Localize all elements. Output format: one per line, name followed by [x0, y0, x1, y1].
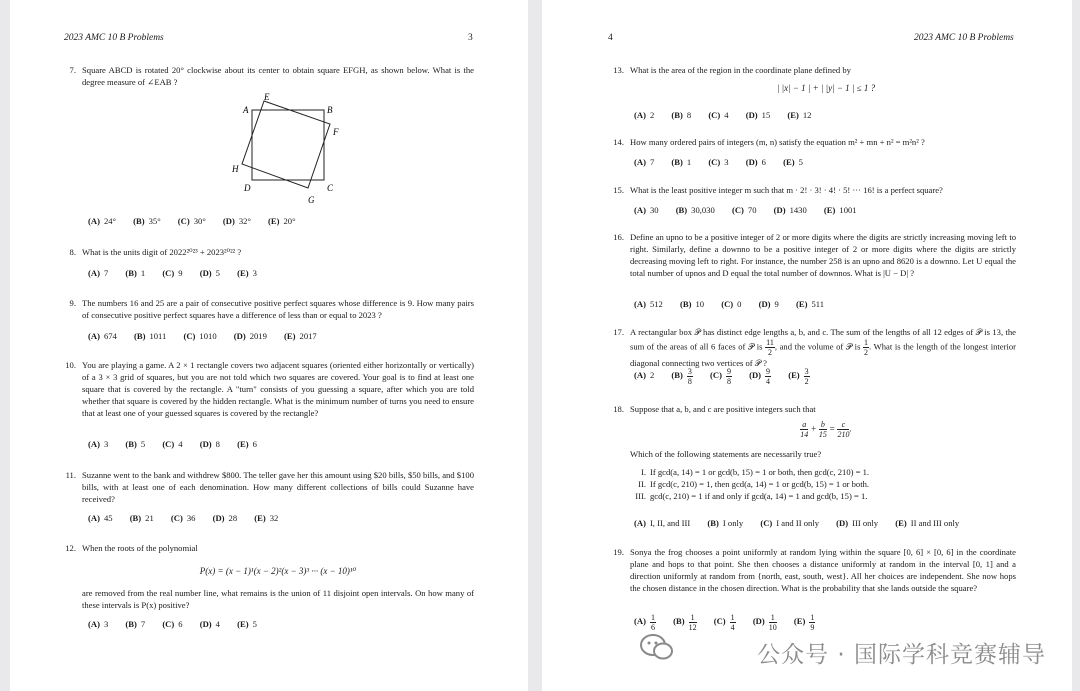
- choice: (A) 7: [88, 268, 109, 278]
- question-13: [606, 64, 1016, 76]
- choices-q14: [634, 157, 818, 167]
- choice: (C) 6: [162, 619, 183, 629]
- choice: (A) 7: [634, 157, 655, 167]
- choice: (D) 28: [212, 513, 238, 523]
- choice: (C) 0: [721, 299, 742, 309]
- polynomial-formula: P(x) = (x − 1)¹(x − 2)²(x − 3)³ ··· (x − 10)¹⁰: [199, 566, 357, 576]
- question-14: [606, 136, 1016, 148]
- choice: (A) 2: [634, 370, 655, 381]
- statement-1: I. If gcd(a, 14) = 1 or gcd(b, 15) = 1 or both, then gcd(c, 210) = 1.: [640, 467, 870, 477]
- choice: (A) 3: [88, 439, 109, 449]
- right-page: [542, 0, 1072, 691]
- question-text: Which of the following statements are necessarily true?: [630, 449, 822, 459]
- square-rotation-figure: [220, 92, 350, 208]
- question-text: How many ordered pairs of integers (m, n) satisfy the equation m² + mn + n² = m²n² ?: [630, 137, 925, 147]
- fraction-faces: $\frac{11}{2}$: [766, 338, 774, 357]
- question-text: Suzanne went to the bank and withdrew $800. The teller gave her this amount using $20 bills, $50 bills, and $100 bills, with at least one of each denomination. How many different collections of bills could Suzanne have received?: [82, 470, 474, 504]
- choice: (D) 9: [758, 299, 779, 309]
- question-18-continued: [606, 448, 1016, 460]
- choices-q7: [88, 216, 311, 226]
- square-efgh: [242, 101, 330, 188]
- left-header-title: 2023 AMC 10 B Problems: [64, 33, 164, 43]
- label-h: H: [232, 164, 239, 174]
- choices-q11: [88, 513, 293, 523]
- choice: (E) 5: [783, 157, 803, 167]
- choices-q17: [634, 367, 825, 386]
- choice: (B) 1: [125, 268, 146, 278]
- choice: (D) 5: [199, 268, 220, 278]
- question-number: 13.: [613, 65, 624, 75]
- choice: (C) 9: [162, 268, 183, 278]
- choices-q19: [634, 613, 830, 632]
- choice: (E) $\frac{1}{9}$: [793, 613, 815, 632]
- question-text: You are playing a game. A 2 × 1 rectangle covers two adjacent squares (oriented either horizontally or vertically) of a 3 × 3 grid of squares, but you are not told which two squares are covered. Your goal is to find at least one square that is covered by the rectangle. A "turn" consists of you guessing a square, after which you are told whether that square is covered by the hidden rectangle. What is the minimum number of turns you need to ensure that at least one of your guessed squares is covered by the rectangle?: [82, 360, 474, 418]
- choice: (E) 6: [237, 439, 257, 449]
- choice: (B) 21: [129, 513, 154, 523]
- choice: (E) 5: [237, 619, 257, 629]
- statement-2: II. If gcd(c, 210) = 1, then gcd(a, 14) = 1 or gcd(b, 15) = 1 or both.: [638, 479, 870, 489]
- label-b: B: [327, 105, 333, 115]
- question-number: 15.: [613, 185, 624, 195]
- choice: (B) $\frac{3}{8}$: [671, 367, 692, 386]
- fraction-volume: $\frac{1}{2}$: [864, 338, 869, 357]
- choice: (B) $\frac{1}{12}$: [673, 613, 697, 632]
- choice: (D) 1430: [773, 205, 807, 215]
- choice: (E) 511: [795, 299, 825, 309]
- label-g: G: [308, 195, 315, 205]
- choice: (A) 512: [634, 299, 663, 309]
- question-number: 10.: [65, 360, 76, 370]
- choice: (D) 8: [199, 439, 220, 449]
- choice: (E) 1001: [823, 205, 857, 215]
- choice: (B) I only: [707, 518, 744, 528]
- choice: (A) 30: [634, 205, 659, 215]
- choice: (B) 1011: [133, 331, 167, 341]
- choices-q10: [88, 439, 272, 449]
- choice: (B) 10: [679, 299, 705, 309]
- question-text: What is the area of the region in the coordinate plane defined by: [630, 65, 851, 75]
- question-19: [606, 546, 1016, 594]
- question-18: [606, 403, 1016, 415]
- choice: (C) 30°: [177, 216, 206, 226]
- label-f: F: [333, 127, 339, 137]
- choice: (B) 1: [671, 157, 692, 167]
- choice: (E) 32: [254, 513, 279, 523]
- question-text: Square ABCD is rotated 20° clockwise about its center to obtain square EFGH, as shown below. What is the degree measure of ∠EAB ?: [82, 65, 474, 87]
- choice: (B) 30,030: [675, 205, 715, 215]
- question-number: 18.: [613, 404, 624, 414]
- choice: (A) I, II, and III: [634, 518, 691, 528]
- choice: (C) $\frac{9}{8}$: [710, 367, 731, 386]
- choice: (C) 1010: [183, 331, 217, 341]
- question-text: What is the units digit of 2022²⁰²³ + 2023²⁰²² ?: [82, 247, 242, 257]
- choice: (E) 12: [787, 110, 812, 120]
- choice: (C) 70: [731, 205, 757, 215]
- choice: (D) 2019: [233, 331, 267, 341]
- choices-q8: [88, 268, 272, 278]
- question-15: [606, 184, 1016, 196]
- question-12-continued: [58, 587, 474, 611]
- choices-q9: [88, 331, 332, 341]
- choice: (A) $\frac{1}{6}$: [634, 613, 655, 632]
- choice: (E) 2017: [284, 331, 317, 341]
- choices-q16: [634, 299, 839, 309]
- choice: (D) 15: [745, 110, 771, 120]
- question-text: What is the least positive integer m such that m · 2! · 3! · 4! · 5! ··· 16! is a perfect square?: [630, 185, 943, 195]
- right-page-number: 4: [608, 33, 613, 43]
- choice: (E) II and III only: [895, 518, 960, 528]
- wechat-icon: [640, 633, 674, 661]
- question-number: 14.: [613, 137, 624, 147]
- label-c: C: [327, 183, 334, 193]
- choice: (B) 35°: [133, 216, 161, 226]
- left-page: [10, 0, 528, 691]
- region-formula: | |x| − 1 | + | |y| − 1 | ≤ 1 ?: [776, 83, 876, 93]
- statement-list: [630, 466, 1030, 502]
- label-d: D: [244, 183, 251, 193]
- choice: (A) 674: [88, 331, 117, 341]
- choice: (A) 24°: [88, 216, 116, 226]
- label-a: A: [243, 105, 249, 115]
- question-16: [606, 231, 1016, 279]
- question-number: 19.: [613, 547, 624, 557]
- choice: (B) 7: [125, 619, 146, 629]
- choices-q18: [634, 518, 974, 528]
- question-10: [58, 359, 474, 419]
- question-text: are removed from the real number line, what remains is the union of 11 disjoint open intervals. On how many of these intervals is P(x) positive?: [82, 588, 474, 610]
- square-abcd: [252, 110, 324, 180]
- question-number: 11.: [65, 470, 76, 480]
- choice: (B) 8: [671, 110, 692, 120]
- choice: (A) 2: [634, 110, 655, 120]
- choice: (C) 3: [708, 157, 729, 167]
- statement-3: III. gcd(c, 210) = 1 if and only if gcd(a, 14) = 1 and gcd(b, 15) = 1.: [635, 491, 868, 501]
- question-number: 8.: [69, 247, 76, 257]
- choices-q15: [634, 205, 872, 215]
- question-text: Suppose that a, b, and c are positive integers such that: [630, 404, 816, 414]
- question-number: 16.: [613, 232, 624, 242]
- question-number: 12.: [65, 543, 76, 553]
- question-number: 9.: [69, 298, 76, 308]
- question-8: [58, 246, 474, 258]
- question-number: 7.: [69, 65, 76, 75]
- choice: (D) 4: [199, 619, 220, 629]
- question-17: [606, 326, 1016, 369]
- right-header-title: 2023 AMC 10 B Problems: [914, 33, 1014, 43]
- question-text: Sonya the frog chooses a point uniformly at random lying within the square [0, 6] × [0, 6] in the coordinate plane and hops to that point. She then chooses a distance uniformly at random in the interval [0, 1] and a direction uniformly at random from {north, east, south, west}. All her choices are independent. She now hops the chosen distance in the chosen direction. What is the probability that she lands outside the square?: [630, 547, 1016, 593]
- choice: (D) $\frac{9}{4}$: [749, 367, 771, 386]
- question-text: A rectangular box 𝒫 has distinct edge lengths a, b, and c. The sum of the lengths of all 12 edges of 𝒫 is 13, the sum of the areas of all 6 faces of 𝒫 is $\frac{11}{2}$ , and the volume of 𝒫 is $\frac{1}{2}$ . What is the length of the longest interior diagonal connecting two vertices of 𝒫 ?: [630, 327, 1017, 368]
- question-7: [58, 64, 474, 88]
- choices-q13: [634, 110, 826, 120]
- choice: (D) 32°: [222, 216, 251, 226]
- question-number: 17.: [613, 327, 624, 337]
- question-11: [58, 469, 474, 505]
- choice: (A) 3: [88, 619, 109, 629]
- choice: (C) I and II only: [760, 518, 819, 528]
- question-9: [58, 297, 474, 321]
- gcd-equation: $\frac{a}{14}$ + $\frac{b}{15}$ = $\frac{c}{210}$ .: [800, 420, 852, 439]
- choice: (E) 20°: [268, 216, 296, 226]
- left-page-number: 3: [468, 33, 473, 43]
- choice: (C) 4: [708, 110, 729, 120]
- choice: (C) 36: [170, 513, 196, 523]
- choice: (E) 3: [237, 268, 257, 278]
- choices-q12: [88, 619, 272, 629]
- choice: (B) 5: [125, 439, 146, 449]
- choice: (D) III only: [836, 518, 879, 528]
- question-text: Define an upno to be a positive integer of 2 or more digits where the digits are strictly increasing moving left to right. Similarly, define a downno to be a positive integer of 2 or more digits where the digits are strictly decreasing moving left to right. For instance, the number 258 is an upno and 8620 is a downno. Let U equal the total number of upnos and D equal the total number of downnos. What is |U − D| ?: [630, 232, 1016, 278]
- choice: (A) 45: [88, 513, 113, 523]
- watermark-text: 公众号 · 国际学科竞赛辅导: [757, 642, 1046, 668]
- question-12: [58, 542, 474, 554]
- question-text: When the roots of the polynomial: [82, 543, 198, 553]
- choice: (E) $\frac{3}{2}$: [788, 367, 809, 386]
- choice: (D) 6: [745, 157, 766, 167]
- question-text: The numbers 16 and 25 are a pair of consecutive positive perfect squares whose difference is 9. How many pairs of consecutive positive perfect squares have a difference of less than or equal to 2023 ?: [82, 298, 474, 320]
- label-e: E: [264, 92, 270, 102]
- choice: (C) 4: [162, 439, 183, 449]
- choice: (D) $\frac{1}{10}$: [752, 613, 777, 632]
- choice: (C) $\frac{1}{4}$: [713, 613, 735, 632]
